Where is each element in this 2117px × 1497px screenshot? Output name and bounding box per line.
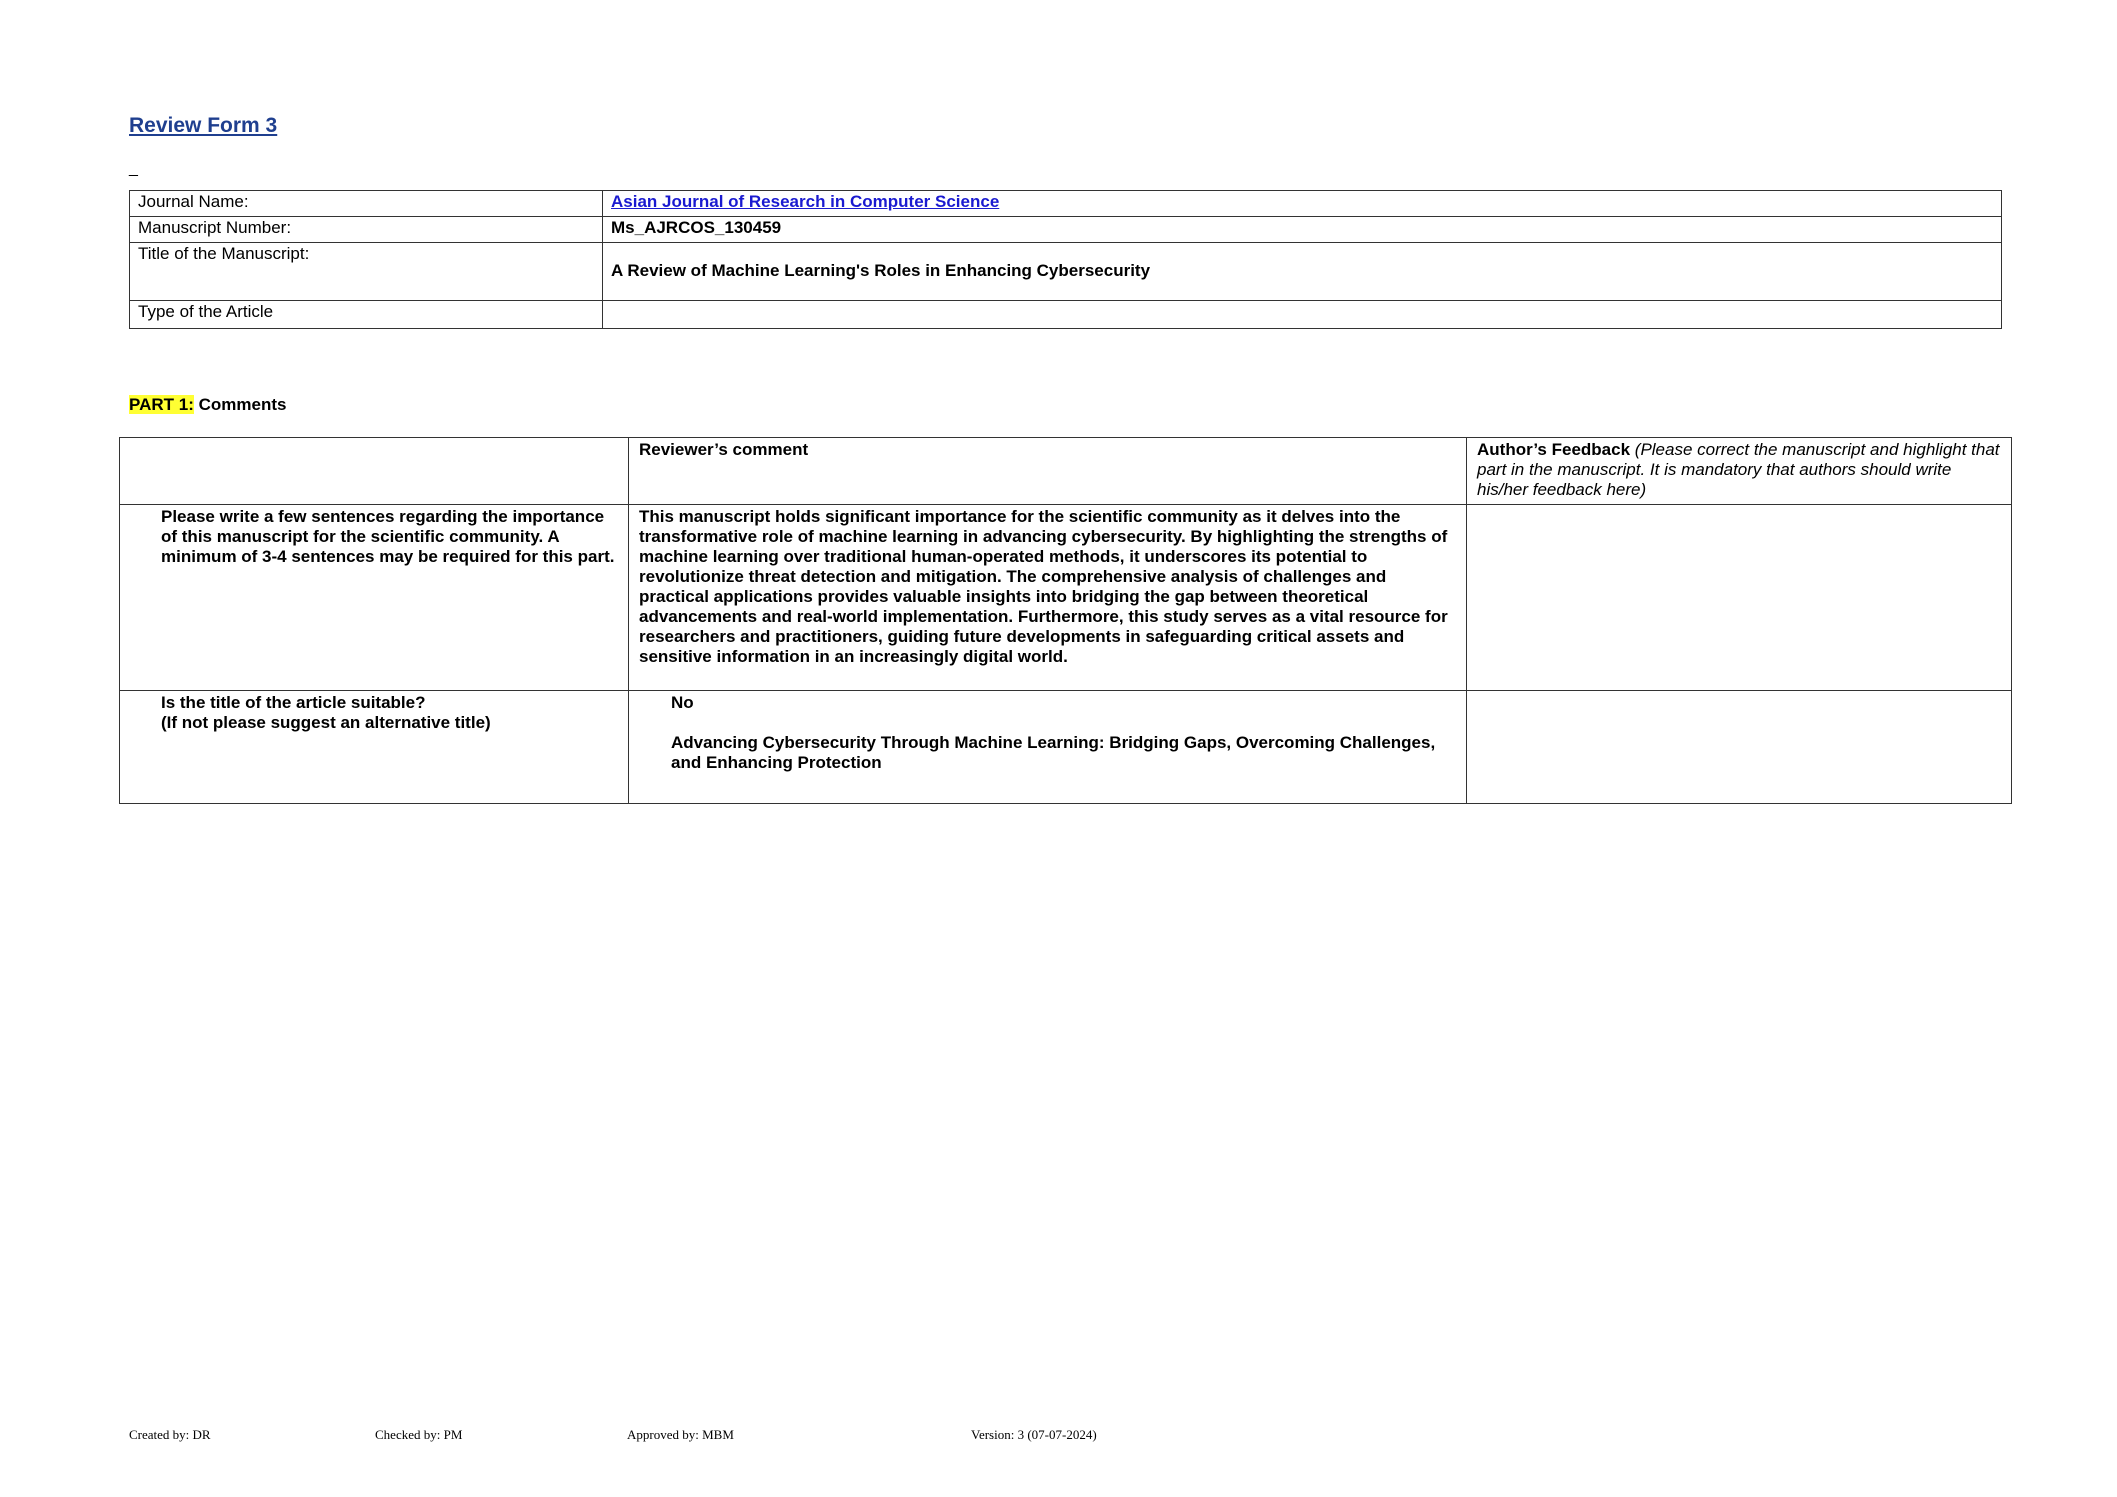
- question-title-line1: Is the title of the article suitable?: [161, 693, 426, 712]
- suggested-title: Advancing Cybersecurity Through Machine Learning: Bridging Gaps, Overcoming Challenges, and Enhancing Protection: [671, 733, 1436, 772]
- journal-name-link[interactable]: Asian Journal of Research in Computer Science: [611, 192, 1000, 211]
- reviewer-comment-title: [629, 691, 1467, 804]
- article-type-value: [603, 301, 2002, 329]
- comments-table: [119, 437, 2012, 804]
- title-answer: No: [671, 693, 694, 712]
- author-feedback-instructions: (Please correct the manuscript and highlight that part in the manuscript. It is mandatory that authors should write his/her feedback here): [1477, 440, 2000, 499]
- manuscript-info-table: [129, 190, 2002, 329]
- separator-dash: _: [129, 160, 138, 177]
- info-row-manuscript-number: [130, 217, 2002, 243]
- journal-name-value: [603, 191, 2002, 217]
- manuscript-number-value: Ms_AJRCOS_130459: [603, 217, 2002, 243]
- part1-title: Comments: [198, 395, 287, 414]
- part1-heading: [129, 395, 286, 415]
- manuscript-number-label: Manuscript Number:: [130, 217, 603, 243]
- article-type-label: Type of the Article: [130, 301, 603, 329]
- footer-version: Version: 3 (07-07-2024): [971, 1427, 1097, 1442]
- comment-row-title: [120, 691, 2012, 804]
- manuscript-title-label: Title of the Manuscript:: [130, 243, 603, 301]
- comments-header-row: [120, 438, 2012, 505]
- header-author-feedback: [1467, 438, 2012, 505]
- author-feedback-importance[interactable]: [1467, 505, 2012, 691]
- info-row-title: [130, 243, 2002, 301]
- info-row-journal: [130, 191, 2002, 217]
- page-title[interactable]: Review Form 3: [129, 114, 278, 137]
- question-title: [120, 691, 629, 804]
- reviewer-comment-importance: This manuscript holds significant importance for the scientific community as it delves into the transformative role of machine learning in advancing cybersecurity. By highlighting the strengths of machine learning over traditional human-operated methods, it underscores its potential to revolutionize threat detection and mitigation. The comprehensive analysis of challenges and practical applications provides valuable insights into bridging the gap between theoretical advancements and real-world implementation. Furthermore, this study serves as a vital resource for researchers and practitioners, guiding future developments in safeguarding critical assets and sensitive information in an increasingly digital world.: [629, 505, 1467, 691]
- footer-created-by: Created by: DR: [129, 1427, 211, 1442]
- journal-name-label: Journal Name:: [130, 191, 603, 217]
- comment-row-importance: [120, 505, 2012, 691]
- manuscript-title-value: A Review of Machine Learning's Roles in Enhancing Cybersecurity: [603, 243, 2002, 301]
- header-empty-cell: [120, 438, 629, 505]
- info-row-article-type: [130, 301, 2002, 329]
- footer-approved-by: Approved by: MBM: [627, 1427, 734, 1442]
- author-feedback-title: Author’s Feedback: [1477, 440, 1631, 459]
- footer-checked-by: Checked by: PM: [375, 1427, 463, 1442]
- question-importance: Please write a few sentences regarding the importance of this manuscript for the scientific community. A minimum of 3-4 sentences may be required for this part.: [120, 505, 629, 691]
- header-reviewer-comment: Reviewer’s comment: [629, 438, 1467, 505]
- question-title-line2: (If not please suggest an alternative title): [161, 713, 491, 732]
- author-feedback-title-cell[interactable]: [1467, 691, 2012, 804]
- part1-label: PART 1:: [129, 395, 194, 414]
